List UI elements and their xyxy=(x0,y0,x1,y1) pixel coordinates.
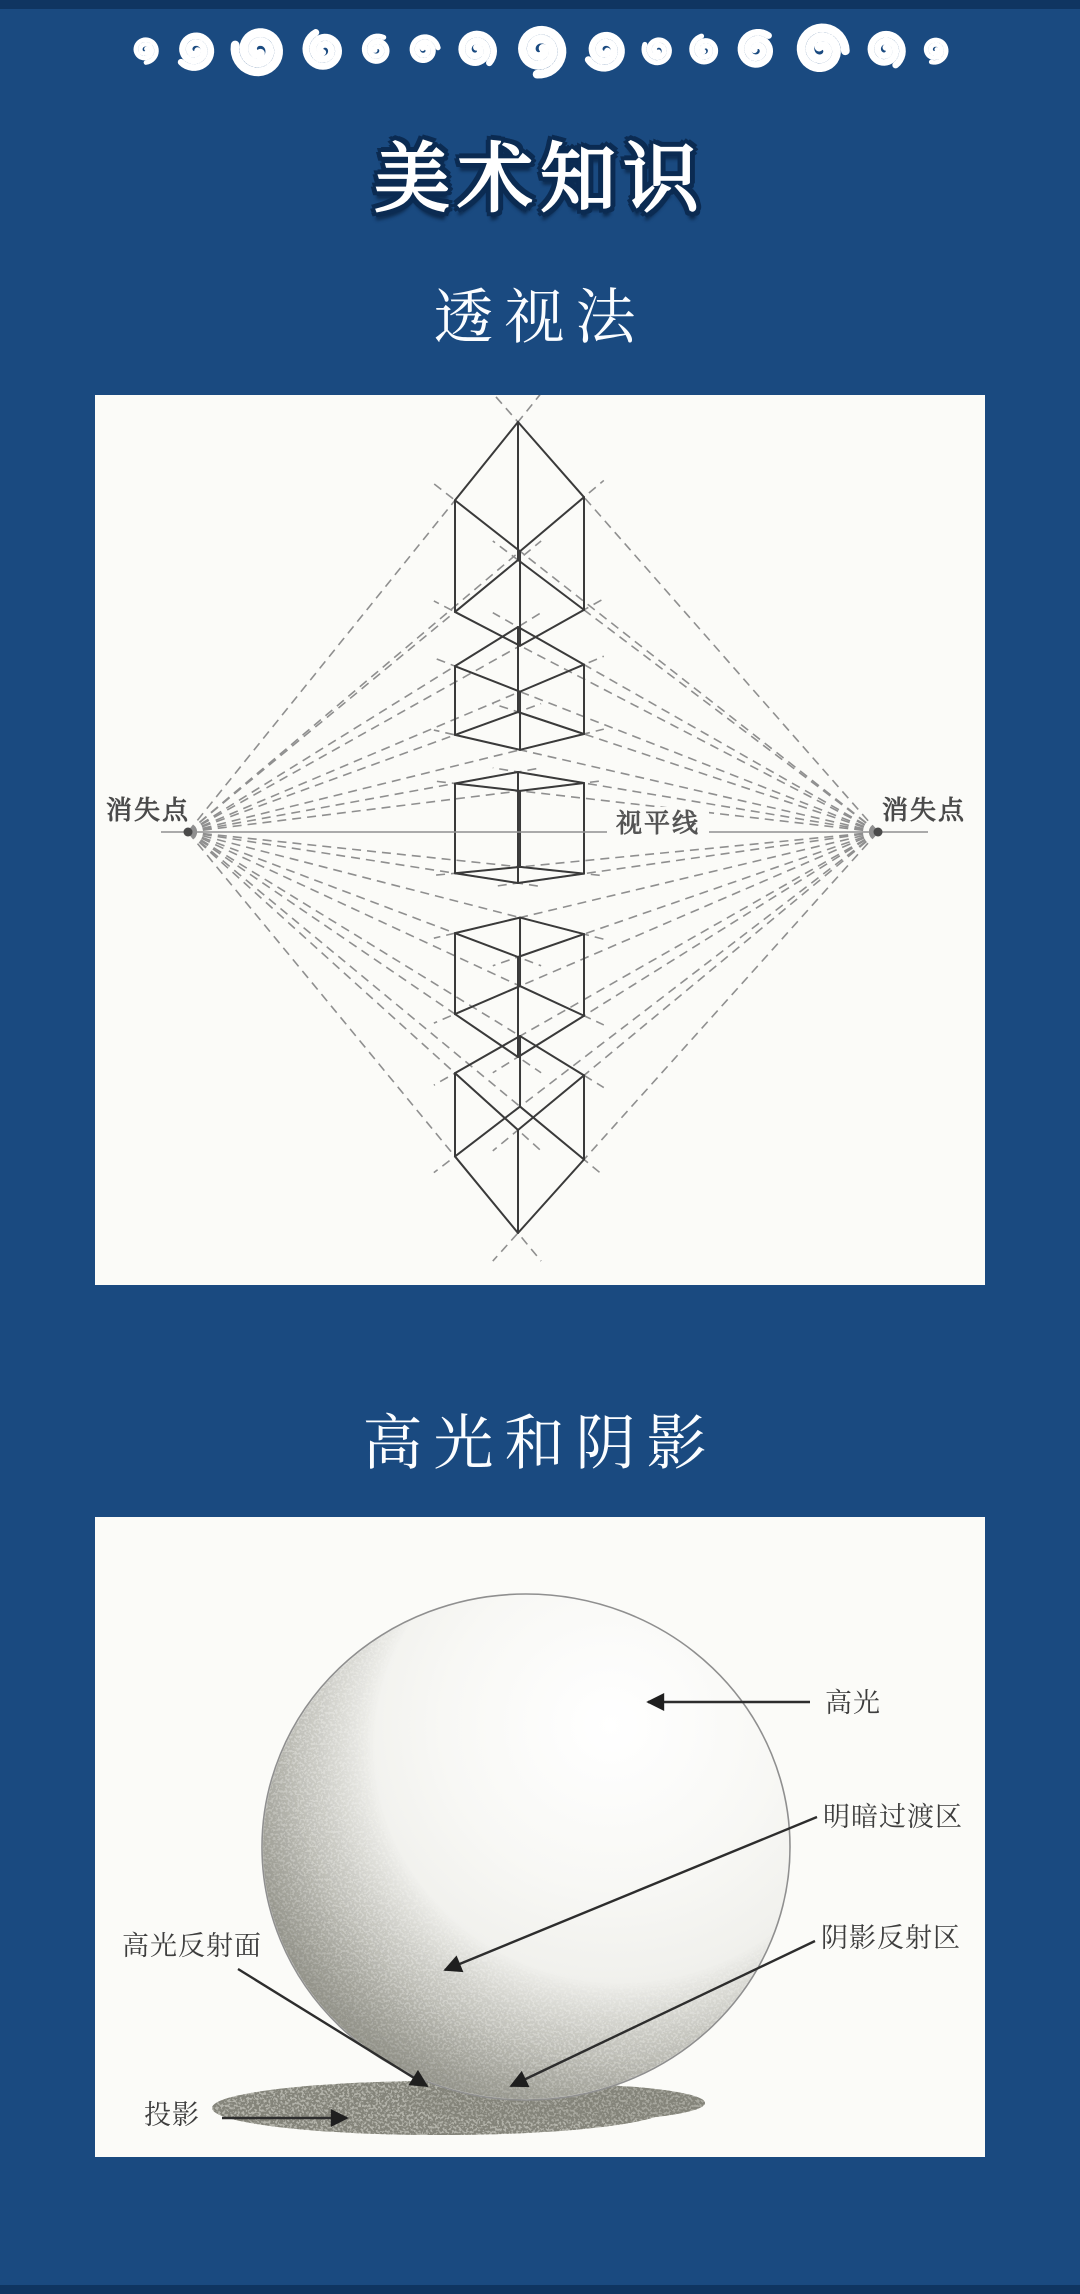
spiral-icon xyxy=(641,33,675,67)
spiral-icon xyxy=(920,35,950,65)
spiral-icon xyxy=(582,27,628,73)
spiral-decoration-row xyxy=(0,14,1080,86)
label-vanishing-point-right: 消失点 xyxy=(882,795,967,825)
spiral-icon xyxy=(792,21,850,79)
section-title-shading: 高光和阴影 xyxy=(362,1410,718,1477)
spiral-icon xyxy=(407,33,441,67)
spiral-icon xyxy=(230,21,288,79)
spiral-icon xyxy=(863,28,907,72)
sphere-shading-crescent xyxy=(263,1595,789,2099)
vanishing-point-right-dot xyxy=(874,828,883,837)
perspective-diagram xyxy=(95,395,985,1285)
page-title: 美术知识 xyxy=(374,137,706,222)
spiral-icon xyxy=(130,35,160,65)
label-highlight: 高光 xyxy=(825,1688,881,1718)
shading-diagram-panel xyxy=(95,1517,985,2157)
spiral-icon xyxy=(360,33,394,67)
label-highlight-reflection-surface: 高光反射面 xyxy=(122,1931,262,1961)
spiral-icon xyxy=(511,21,569,79)
section-title-perspective: 透视法 xyxy=(433,284,647,351)
label-vanishing-point-left: 消失点 xyxy=(106,795,191,825)
label-shadow-reflection-zone: 阴影反射区 xyxy=(821,1923,961,1953)
label-light-dark-transition-zone: 明暗过渡区 xyxy=(823,1802,963,1832)
spiral-icon xyxy=(454,28,498,72)
vanishing-point-left-dot xyxy=(184,828,193,837)
perspective-diagram-panel xyxy=(95,395,985,1285)
bottom-edge-band xyxy=(0,2285,1080,2294)
label-cast-shadow: 投影 xyxy=(144,2100,200,2130)
shading-diagram xyxy=(95,1517,985,2157)
spiral-icon xyxy=(735,28,779,72)
spiral-icon xyxy=(688,33,722,67)
spiral-icon xyxy=(173,28,217,72)
top-edge-band xyxy=(0,0,1080,9)
label-horizon-label: 视平线 xyxy=(607,807,709,839)
spiral-icon xyxy=(301,27,347,73)
